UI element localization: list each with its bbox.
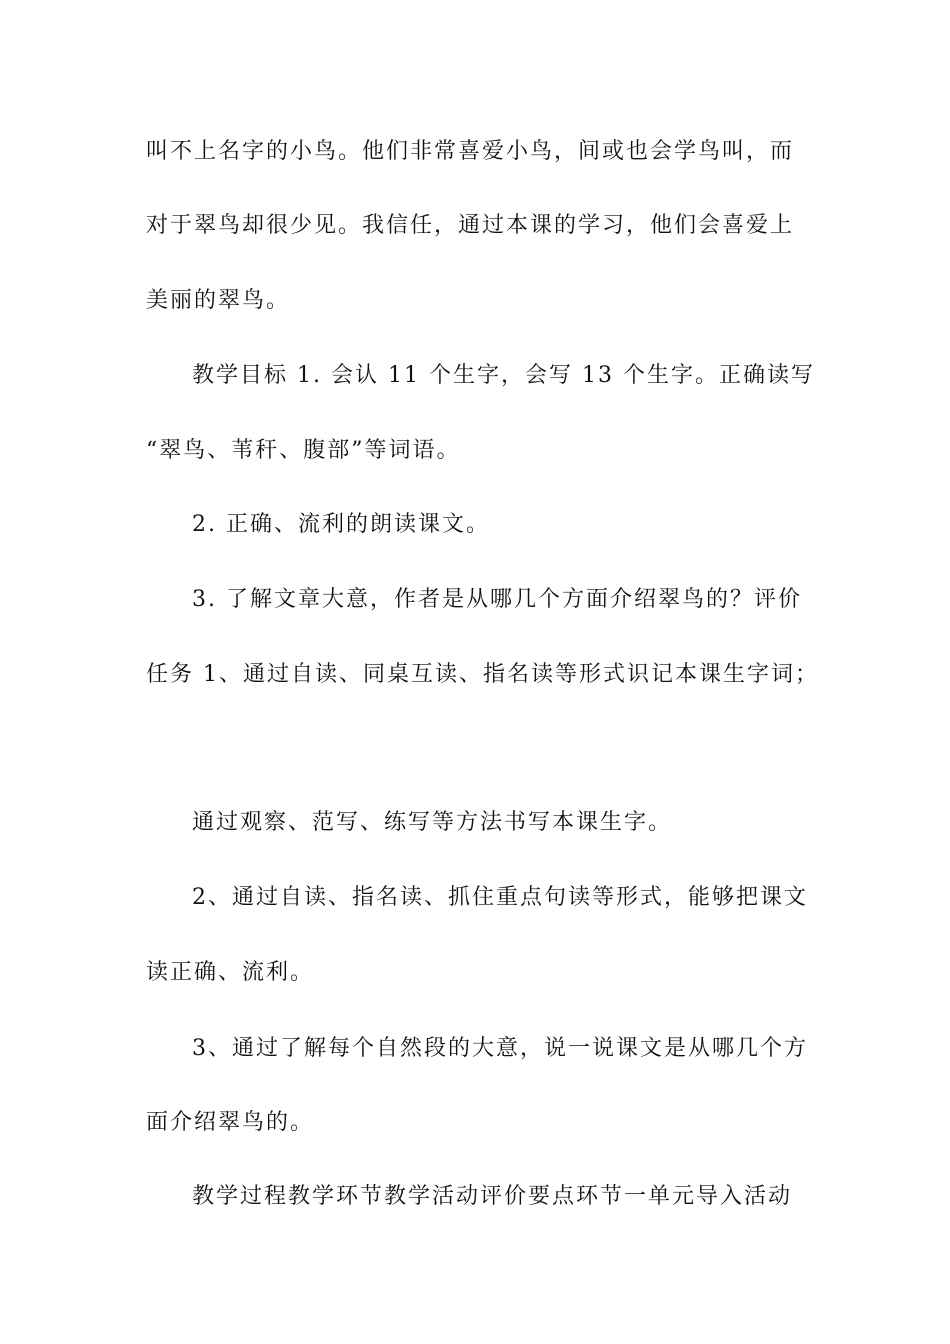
text-line: 通过观察、范写、练写等方法书写本课生字。 [192, 810, 673, 835]
text-line: 2. 正确、流利的朗读课文。 [192, 512, 490, 537]
text-line: 叫不上名字的小鸟。他们非常喜爱小鸟，间或也会学鸟叫，而 [146, 139, 795, 164]
text-line: 任务 1、通过自读、同桌互读、指名读等形式识记本课生字词； [146, 662, 819, 687]
text-line: 教学目标 1. 会认 11 个生字，会写 13 个生字。正确读写 [192, 363, 815, 388]
text-line: 读正确、流利。 [146, 960, 315, 985]
text-line: 3、通过了解每个自然段的大意，说一说课文是从哪几个方 [192, 1036, 808, 1061]
text-line: “翠鸟、苇秆、腹部”等词语。 [146, 438, 461, 463]
text-line: 面介绍翠鸟的。 [146, 1110, 315, 1135]
text-line: 美丽的翠鸟。 [146, 288, 291, 313]
text-line: 教学过程教学环节教学活动评价要点环节一单元导入活动 [192, 1184, 793, 1209]
text-line: 2、通过自读、指名读、抓住重点句读等形式，能够把课文 [192, 885, 808, 910]
text-line: 3. 了解文章大意，作者是从哪几个方面介绍翠鸟的？评价 [192, 587, 802, 612]
text-line: 对于翠鸟却很少见。我信任，通过本课的学习，他们会喜爱上 [146, 213, 795, 238]
